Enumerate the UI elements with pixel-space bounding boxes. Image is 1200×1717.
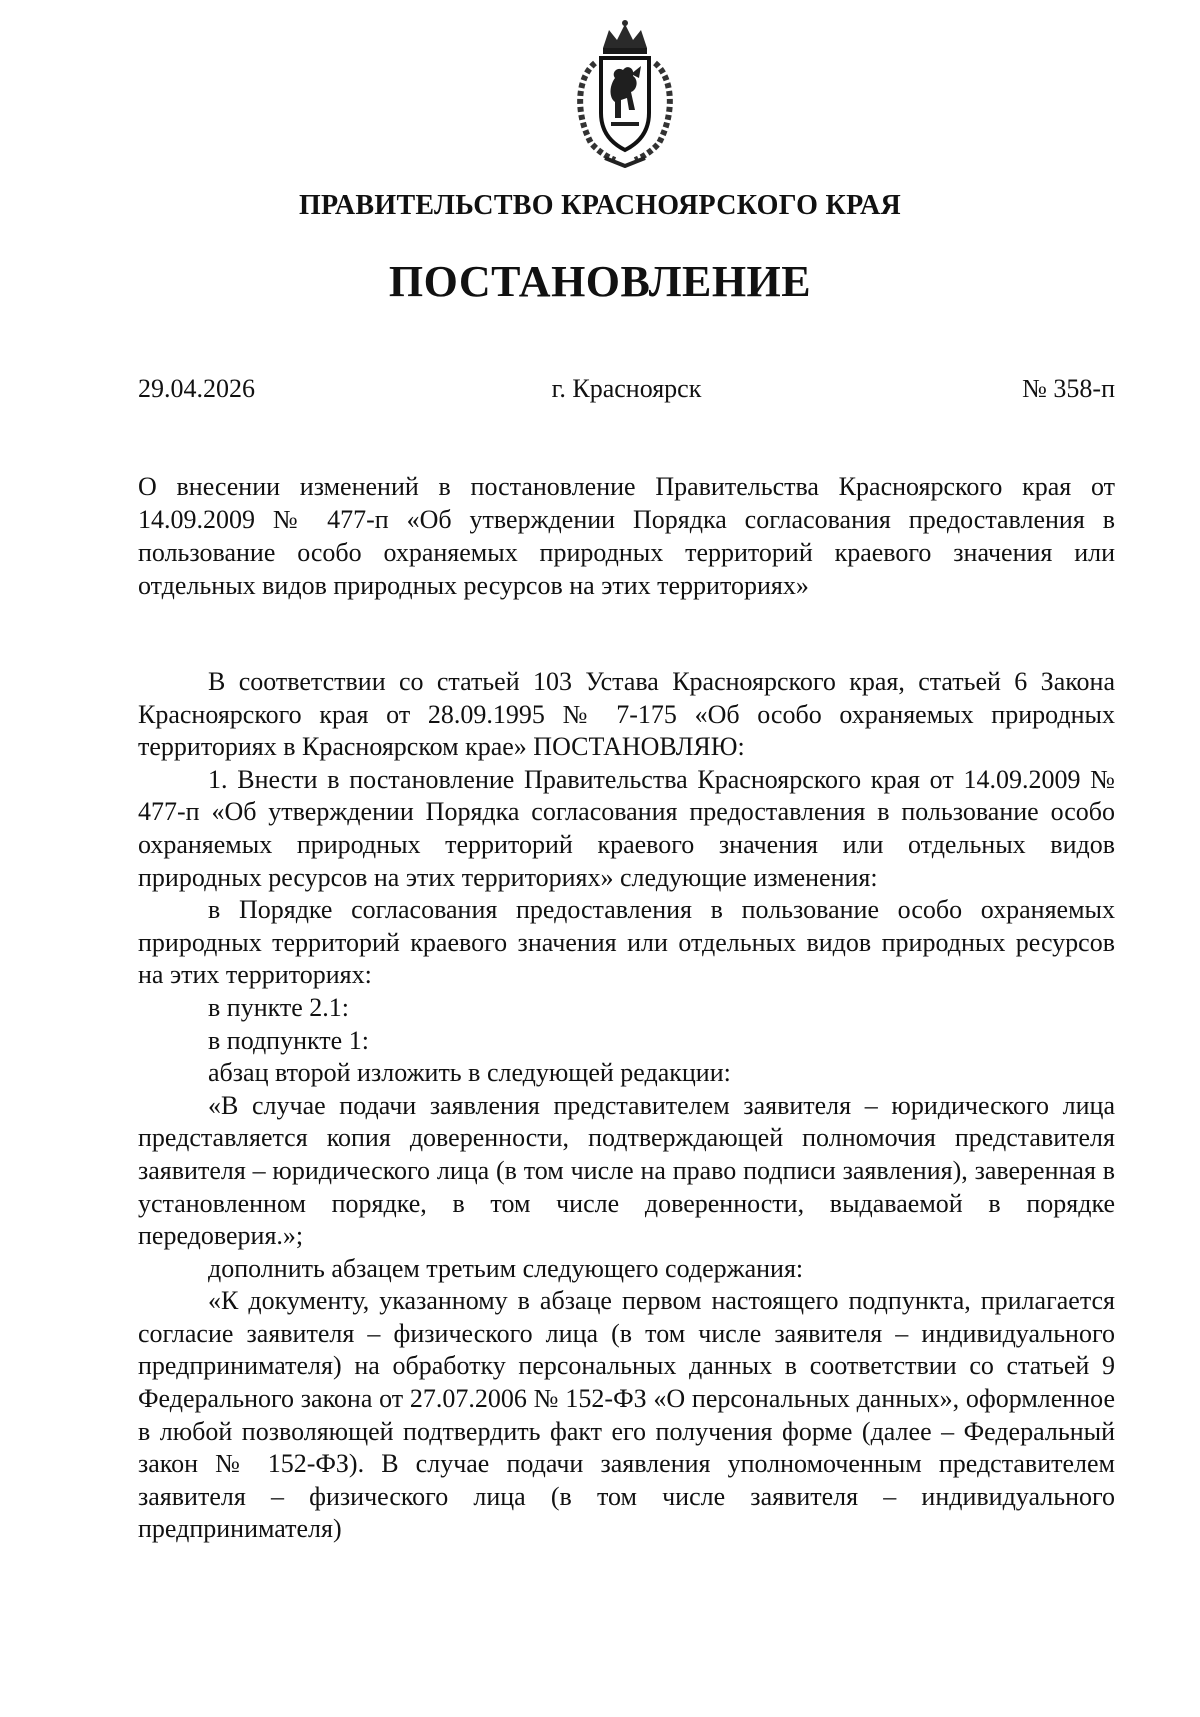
document-date: 29.04.2026 <box>138 374 255 403</box>
document-body <box>138 666 1115 1546</box>
document-city: г. Красноярск <box>551 374 702 403</box>
body-paragraph: «К документу, указанному в абзаце первом настоящего подпункта, прилагается согласие заявителя – физического лица (в том числе заявителя – индивидуального предпринимателя) на обработку персональных данных в соответствии со статьей 9 Федерального закона от 27.07.2006 № 152-ФЗ «О персональных данных», оформленное в любой позволяющей подтвердить факт его получения форме (далее – Федеральный закон № 152-ФЗ). В случае подачи заявления уполномоченным представителем заявителя – физического лица (в том числе заявителя – индивидуального предпринимателя) <box>138 1286 1115 1544</box>
document-meta-row <box>138 374 1115 410</box>
document-type-heading: ПОСТАНОВЛЕНИЕ <box>388 257 812 306</box>
body-paragraph: «В случае подачи заявления представителем заявителя – юридического лица представляется копия доверенности, подтверждающей полномочия представителя заявителя – юридического лица (в том числе на право подписи заявления), заверенная в установленном порядке, в том числе доверенности, выдаваемой в порядке передоверия.»; <box>138 1090 1115 1251</box>
body-paragraph: 1. Внести в постановление Правительства Красноярского края от 14.09.2009 № 477-п «Об утверждении Порядка согласования предоставления в пользование особо охраняемых природных территорий краевого значения или отдельных видов природных ресурсов на этих территориях» следующие изменения: <box>138 764 1115 892</box>
body-paragraph: дополнить абзацем третьим следующего содержания: <box>208 1253 804 1283</box>
body-paragraph: в подпункте 1: <box>208 1025 369 1055</box>
organization-title: ПРАВИТЕЛЬСТВО КРАСНОЯРСКОГО КРАЯ <box>298 190 902 221</box>
krasnoyarsk-coat-of-arms-icon <box>565 18 685 168</box>
body-paragraph: абзац второй изложить в следующей редакции: <box>208 1058 731 1088</box>
body-paragraph: в Порядке согласования предоставления в пользование особо охраняемых природных территорий краевого значения или отдельных видов природных ресурсов на этих территориях: <box>138 895 1115 990</box>
body-paragraph: В соответствии со статьей 103 Устава Красноярского края, статьей 6 Закона Красноярского края от 28.09.1995 № 7-175 «Об особо охраняемых природных территориях в Красноярском крае» ПОСТАНОВЛЯЮ: <box>138 667 1115 762</box>
body-paragraph: в пункте 2.1: <box>208 992 350 1022</box>
document-subject: О внесении изменений в постановление Правительства Красноярского края от 14.09.2009 № 477-п «Об утверждении Порядка согласования предоставления в пользование особо охраняемых природных территорий краевого значения или отдельных видов природных ресурсов на этих территориях» <box>138 472 1115 600</box>
document-number: № 358-п <box>1022 374 1115 403</box>
